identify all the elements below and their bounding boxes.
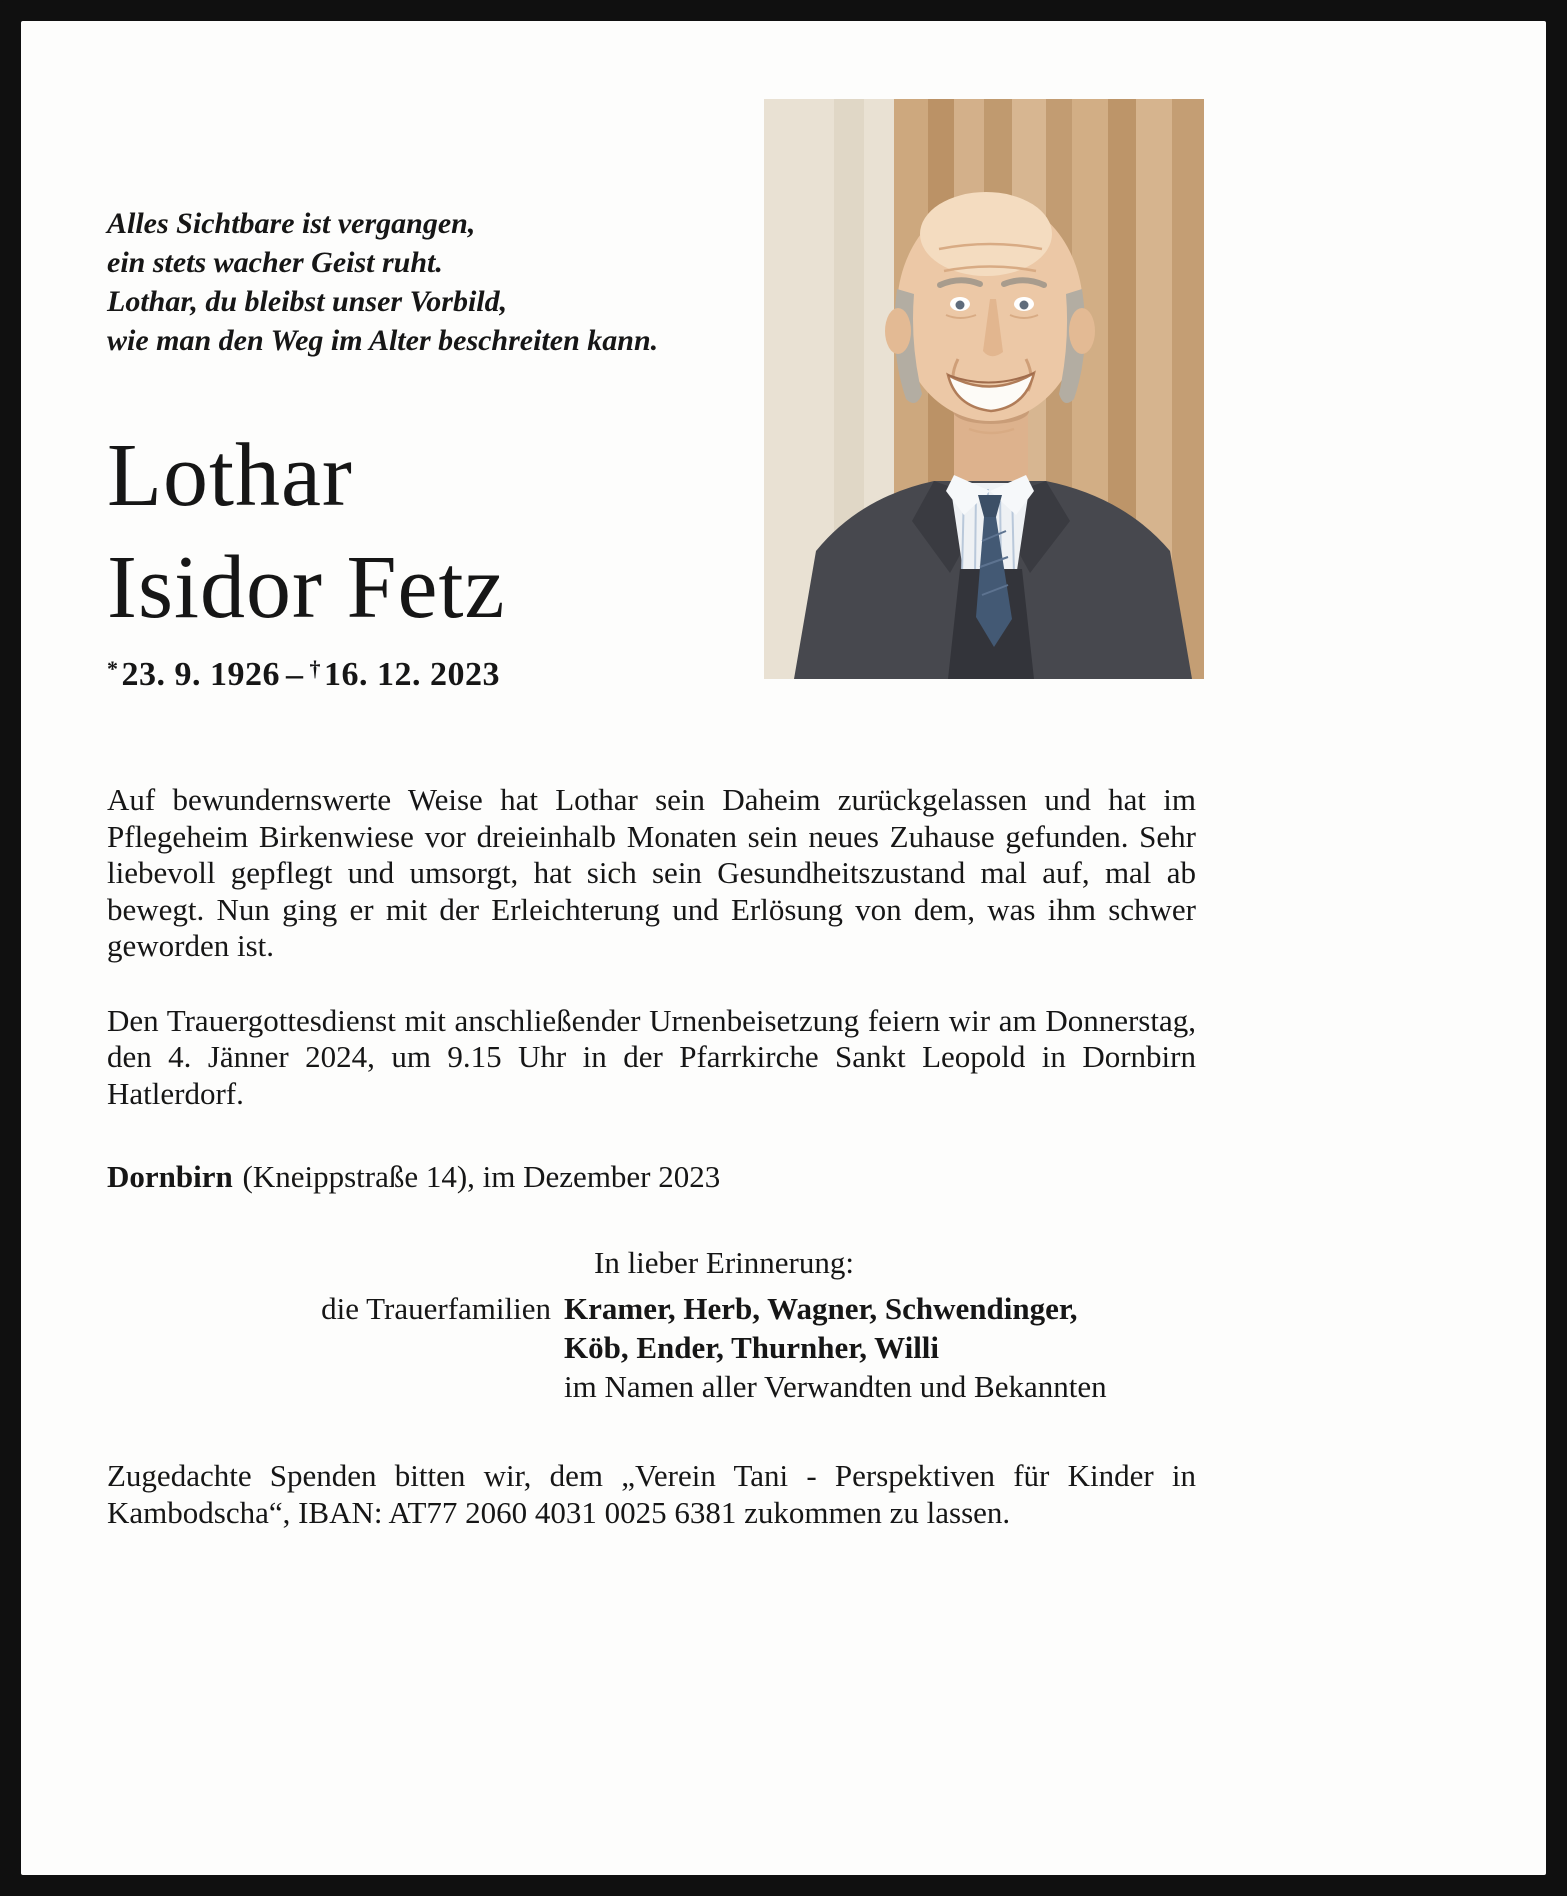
obituary-page [21,21,1546,1875]
dates-separator: – [286,656,304,693]
epigraph-line: Alles Sichtbare ist vergangen, [107,207,476,240]
relatives-note: im Namen aller Verwandten und Bekannten [564,1369,1107,1404]
portrait-photo [764,99,1204,679]
deceased-name [107,420,752,644]
family-names-line: Köb, Ender, Thurnher, Willi [564,1330,940,1365]
deceased-first-name: Lothar [107,426,353,525]
death-date: 16. 12. 2023 [324,656,500,693]
family-names-line: Kramer, Herb, Wagner, Schwendinger, [564,1291,1078,1326]
birth-date: 23. 9. 1926 [121,656,280,693]
mourning-families-row [107,1289,1196,1406]
birth-symbol: * [107,656,119,681]
obituary-paragraph: Auf bewundernswerte Weise hat Lothar sein Daheim zurückgelassen und hat im Pflegeheim Birkenwiese vor dreieinhalb Monaten sein neues Zuhause gefunden. Sehr liebevoll gepflegt und umsorgt, hat sich sein Gesundheitszustand mal auf, mal ab bewegt. Nun ging er mit der Erleichterung und Erlösung von dem, was ihm schwer geworden ist. [107,782,1196,963]
epigraph-line: wie man den Weg im Alter beschreiten kann. [107,324,659,357]
mourning-families-names [564,1289,1107,1406]
service-paragraph: Den Trauergottesdienst mit anschließender Urnenbeisetzung feiern wir am Donnerstag, den 4. Jänner 2024, um 9.15 Uhr in der Pfarrkirche Sankt Leopold in Dornbirn Hatlerdorf. [107,1002,1196,1111]
portrait-illustration [764,99,1204,679]
death-symbol: † [309,656,321,681]
epigraph-line: Lothar, du bleibst unser Vorbild, [107,285,508,318]
donation-note: Zugedachte Spenden bitten wir, dem „Verein Tani - Perspektiven für Kinder in Kambodscha“, IBAN: AT77 2060 4031 0025 6381 zukommen zu lassen. [107,1458,1196,1530]
epigraph [107,21,752,360]
place-name: Dornbirn [107,1159,233,1194]
memorial-block [107,1243,1196,1406]
memorial-heading: In lieber Erinnerung: [594,1245,854,1280]
mourning-families-label: die Trauerfamilien [321,1291,551,1326]
place-details: (Kneippstraße 14), im Dezember 2023 [242,1159,721,1194]
deceased-last-name: Isidor Fetz [107,538,506,637]
place-date-line [107,1158,1196,1195]
epigraph-line: ein stets wacher Geist ruht. [107,246,443,279]
